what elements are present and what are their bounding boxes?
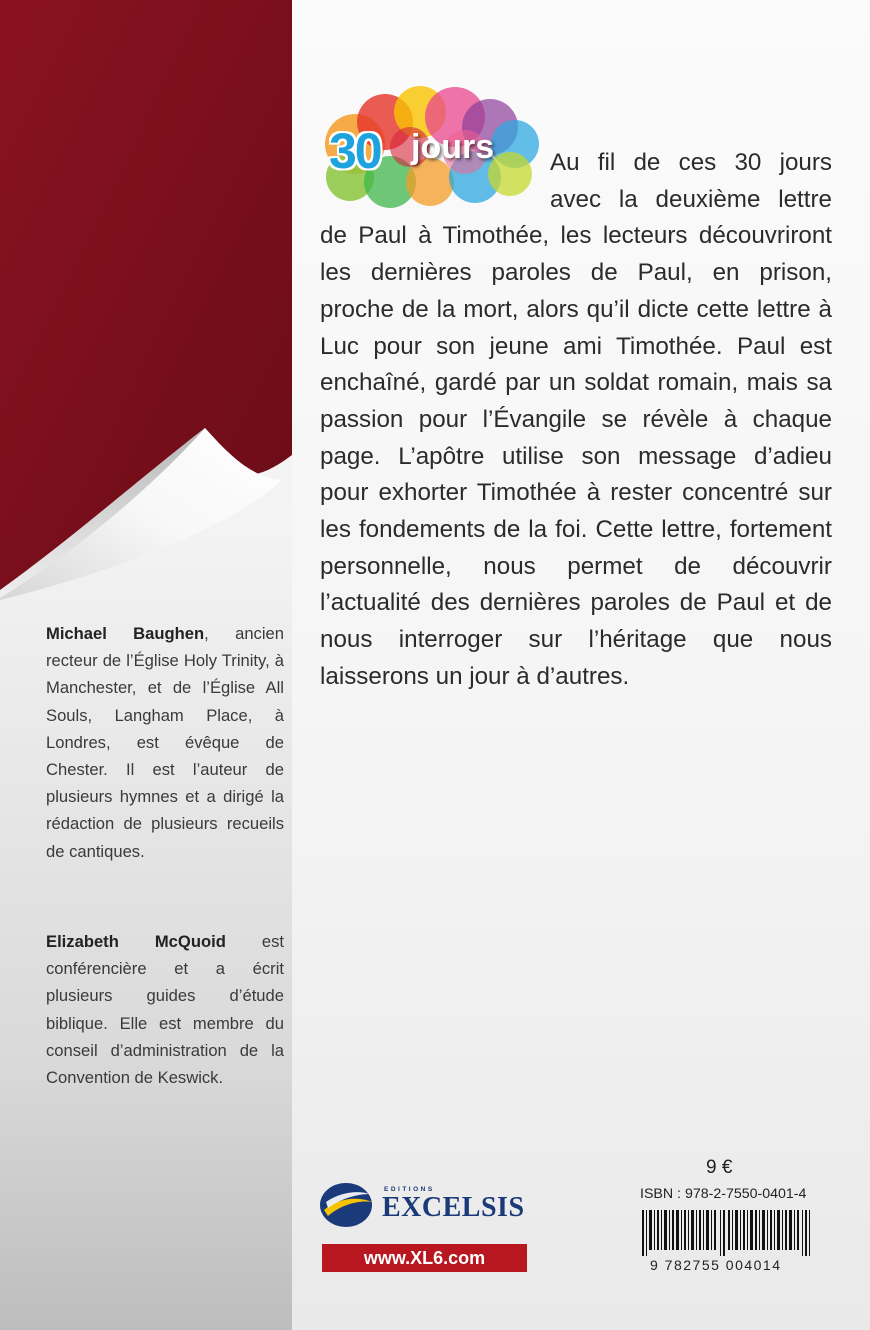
website-link[interactable]: www.XL6.com <box>322 1244 527 1272</box>
author-bio-text-1: , ancien recteur de l’Église Holy Trinity, à Manchester, et de l’Église All Souls, Langham Place, à Londres, est évêque de Chester. Il est l’auteur de plusieurs hymnes et a dirigé la rédaction de plusieurs recueils de cantiques. <box>46 624 284 861</box>
price-label: 9 € <box>706 1157 733 1178</box>
author-bio-2 <box>46 928 284 1091</box>
isbn-label: ISBN : 978-2-7550-0401-4 <box>640 1186 807 1202</box>
logo-number: 30 <box>329 123 381 179</box>
logo-spacer <box>320 145 550 218</box>
publisher-logo <box>318 1180 533 1230</box>
publisher-editions-label: EDITIONS <box>384 1186 435 1193</box>
author-name-1: Michael Baughen <box>46 624 205 643</box>
logo-word: jours <box>411 128 495 166</box>
barcode-icon <box>642 1210 812 1256</box>
barcode-number: 9 782755 004014 <box>650 1257 782 1273</box>
author-bio-1 <box>46 620 284 865</box>
publisher-name: EXCELSIS <box>382 1192 525 1223</box>
book-description <box>320 145 832 696</box>
description-text: Au fil de ces 30 jours avec la deuxième lettre de Paul à Timothée, les lecteurs découvriront les dernières paroles de Paul, en prison, proche de la mort, alors qu’il dicte cette lettre à Luc pour son jeune ami Timothée. Paul est enchaîné, gardé par un soldat romain, mais sa passion pour l’Évangile se révèle à chaque page. L’apôtre utilise son message d’adieu pour exhorter Timothée à rester concentré sur les fondements de la foi. Cette lettre, fortement personnelle, nous permet de découvrir l’actualité des dernières paroles de Paul et de nous interroger sur l’héritage que nous laisserons un jour à d’autres. <box>320 149 832 690</box>
excelsis-emblem-icon <box>318 1180 378 1230</box>
author-bio-text-2: est conférencière et a écrit plusieurs guides d’étude biblique. Elle est membre du conseil d’administration de la Convention de Keswick. <box>46 932 284 1088</box>
page-curl-graphic <box>0 0 292 600</box>
author-name-2: Elizabeth McQuoid <box>46 932 226 951</box>
